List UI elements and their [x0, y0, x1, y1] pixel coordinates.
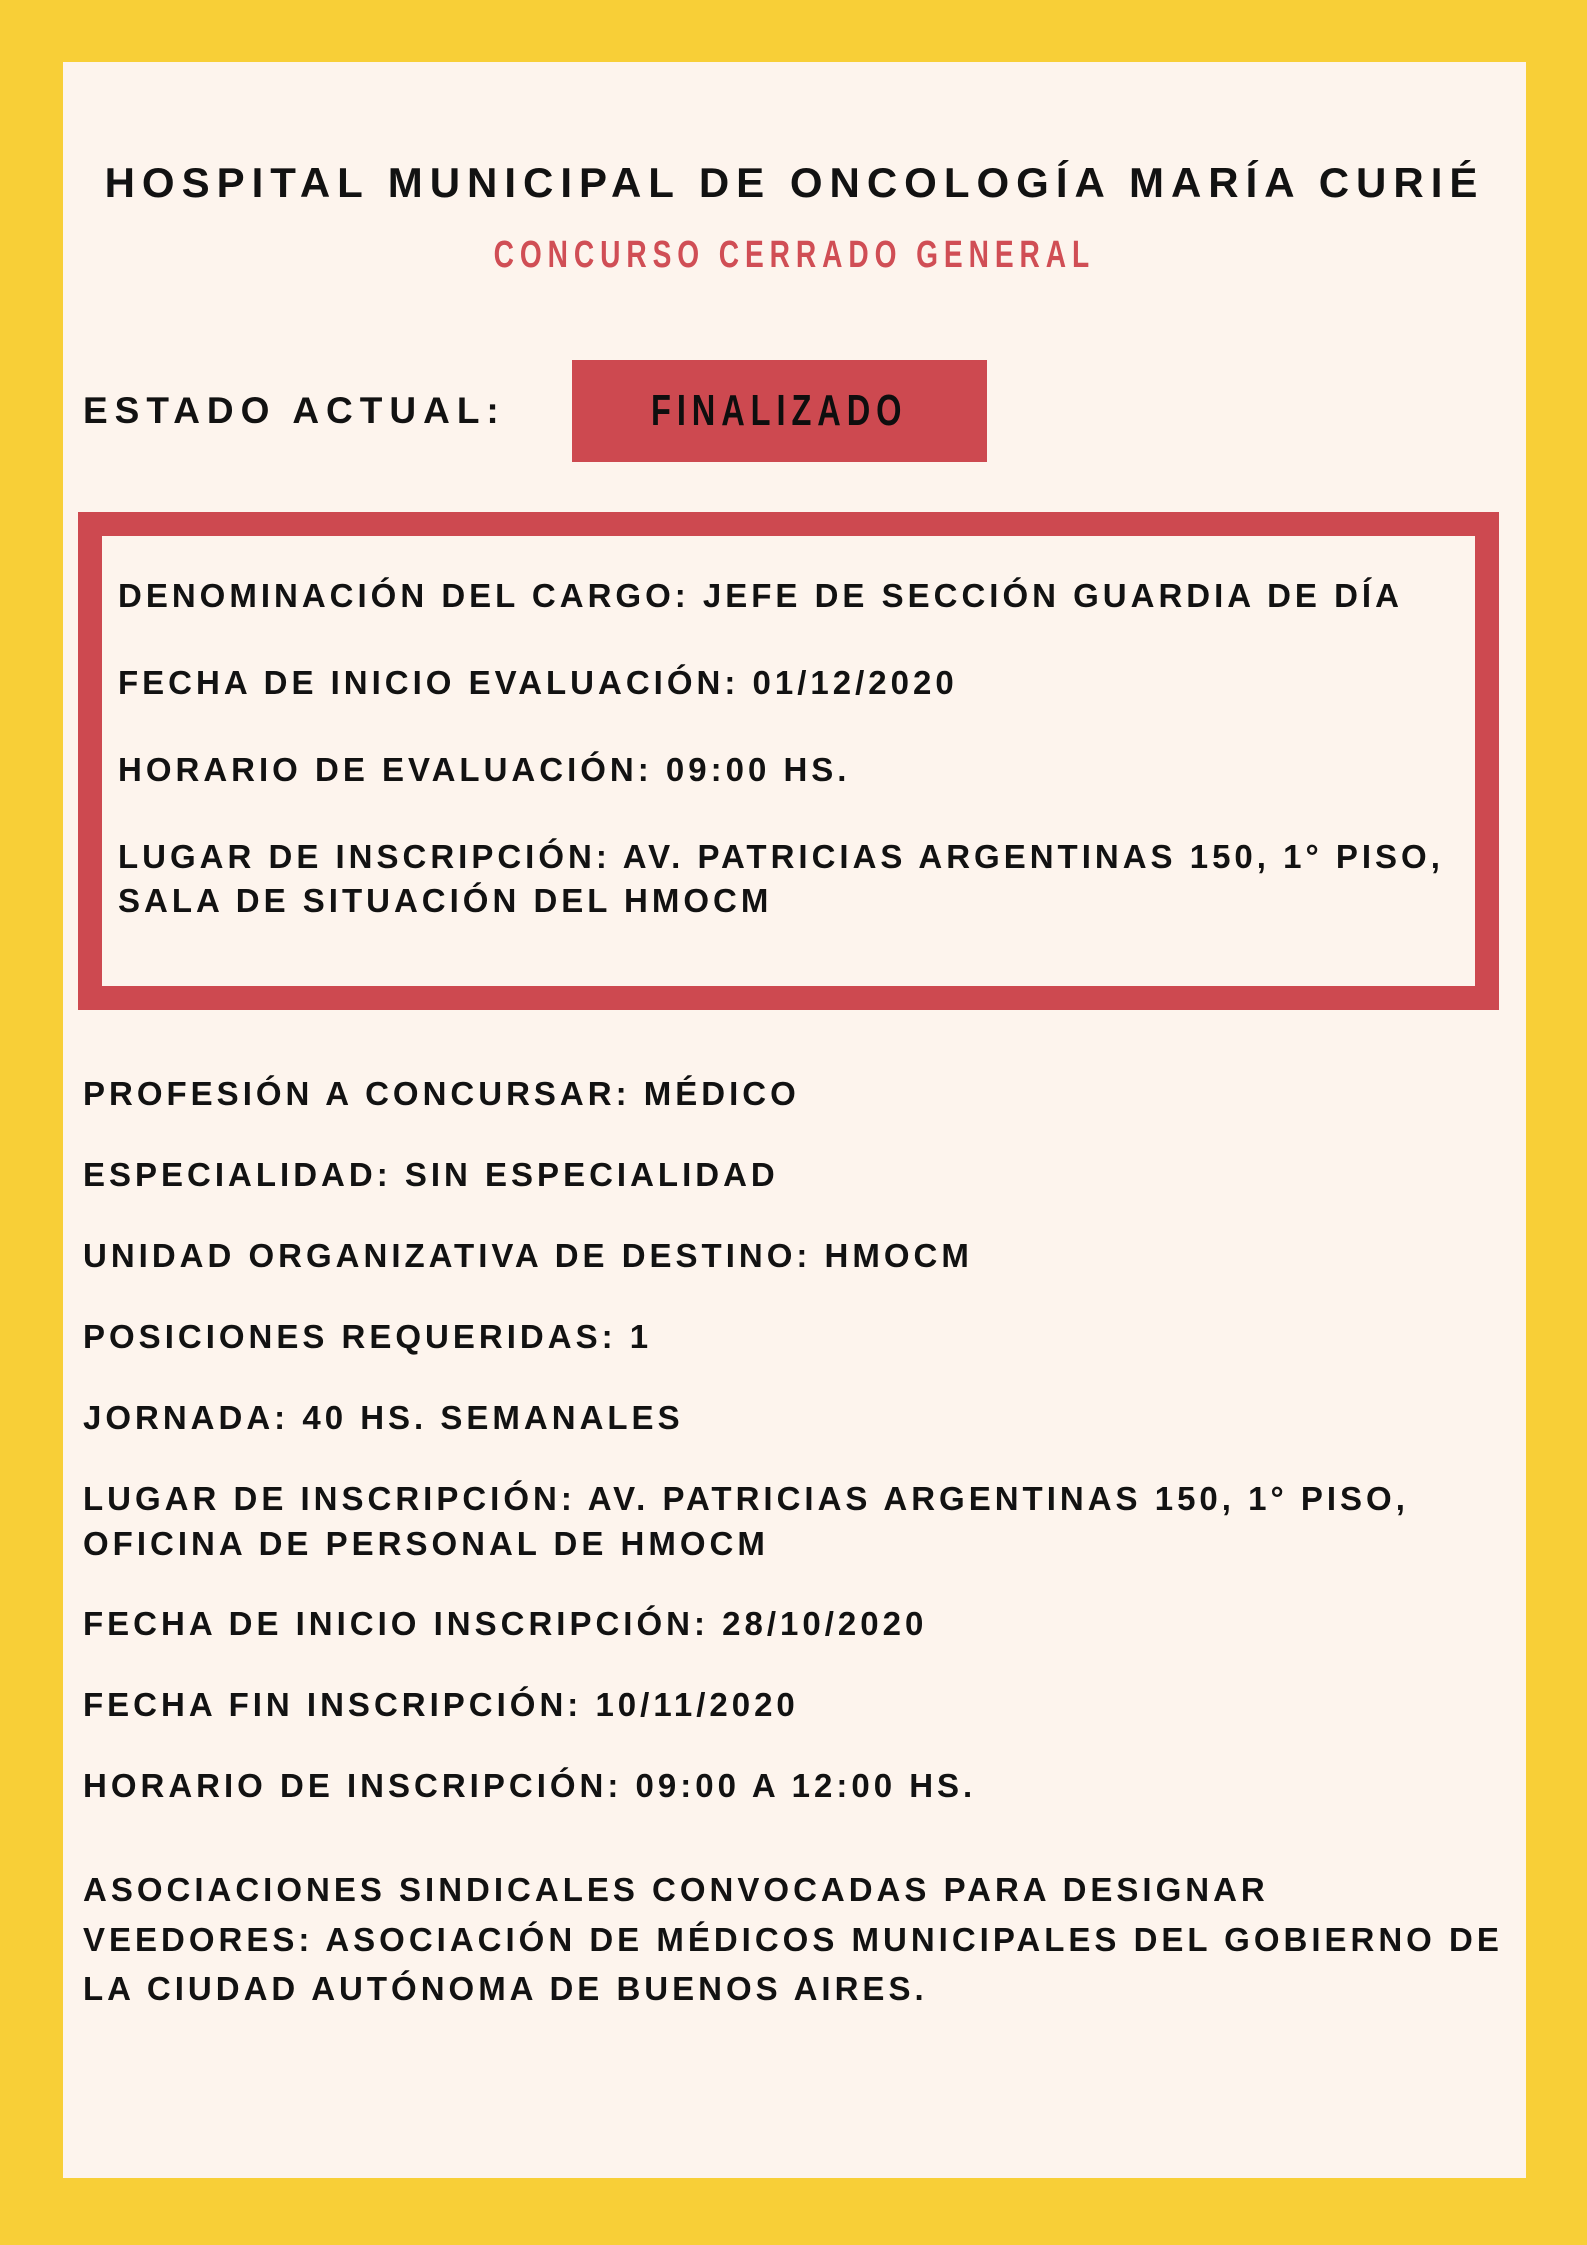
- detail-line-horario-inscripcion: HORARIO DE INSCRIPCIÓN: 09:00 A 12:00 HS.: [83, 1767, 977, 1805]
- detail-line-profesion: PROFESIÓN A CONCURSAR: MÉDICO: [83, 1075, 800, 1113]
- detail-line-unidad-organizativa: UNIDAD ORGANIZATIVA DE DESTINO: HMOCM: [83, 1237, 973, 1274]
- box-line-horario-evaluacion: HORARIO DE EVALUACIÓN: 09:00 HS.: [118, 750, 851, 788]
- box-line-denominacion-cargo: DENOMINACIÓN DEL CARGO: JEFE DE SECCIÓN GUARDIA DE DÍA: [118, 576, 1403, 614]
- status-badge-label: FINALIZADO: [651, 385, 908, 435]
- detail-line-posiciones-requeridas: POSICIONES REQUERIDAS: 1: [83, 1317, 653, 1355]
- page-title: HOSPITAL MUNICIPAL DE ONCOLOGÍA MARÍA CURIÉ: [104, 159, 1485, 206]
- status-row: [83, 360, 1506, 462]
- detail-line-fecha-inicio-inscripcion: FECHA DE INICIO INSCRIPCIÓN: 28/10/2020: [83, 1605, 928, 1643]
- detail-line-asociaciones-sindicales: ASOCIACIONES SINDICALES CONVOCADAS PARA DESIGNAR VEEDORES: ASOCIACIÓN DE MÉDICOS MUNICIPALES DEL GOBIERNO DE LA CIUDAD AUTÓNOMA DE BUENOS AIRES.: [83, 1871, 1503, 2007]
- status-badge: [572, 360, 987, 462]
- detail-line-jornada: JORNADA: 40 HS. SEMANALES: [83, 1398, 684, 1436]
- box-line-lugar-inscripcion: LUGAR DE INSCRIPCIÓN: AV. PATRICIAS ARGENTINAS 150, 1° PISO, SALA DE SITUACIÓN DEL HMOCM: [118, 837, 1444, 920]
- box-line-fecha-inicio-evaluacion: FECHA DE INICIO EVALUACIÓN: 01/12/2020: [118, 663, 958, 701]
- status-label: ESTADO ACTUAL:: [83, 389, 506, 431]
- page-subtitle: [83, 234, 1506, 278]
- detail-line-especialidad: ESPECIALIDAD: SIN ESPECIALIDAD: [83, 1156, 779, 1194]
- page-subtitle-text: CONCURSO CERRADO GENERAL: [493, 234, 1096, 277]
- detail-line-fecha-fin-inscripcion: FECHA FIN INSCRIPCIÓN: 10/11/2020: [83, 1686, 799, 1724]
- detail-line-lugar-inscripcion: LUGAR DE INSCRIPCIÓN: AV. PATRICIAS ARGENTINAS 150, 1° PISO, OFICINA DE PERSONAL DE HMOCM: [83, 1479, 1409, 1562]
- poster-page: [63, 62, 1526, 2178]
- position-details-box: [78, 512, 1499, 1010]
- details-section: [83, 1072, 1506, 2013]
